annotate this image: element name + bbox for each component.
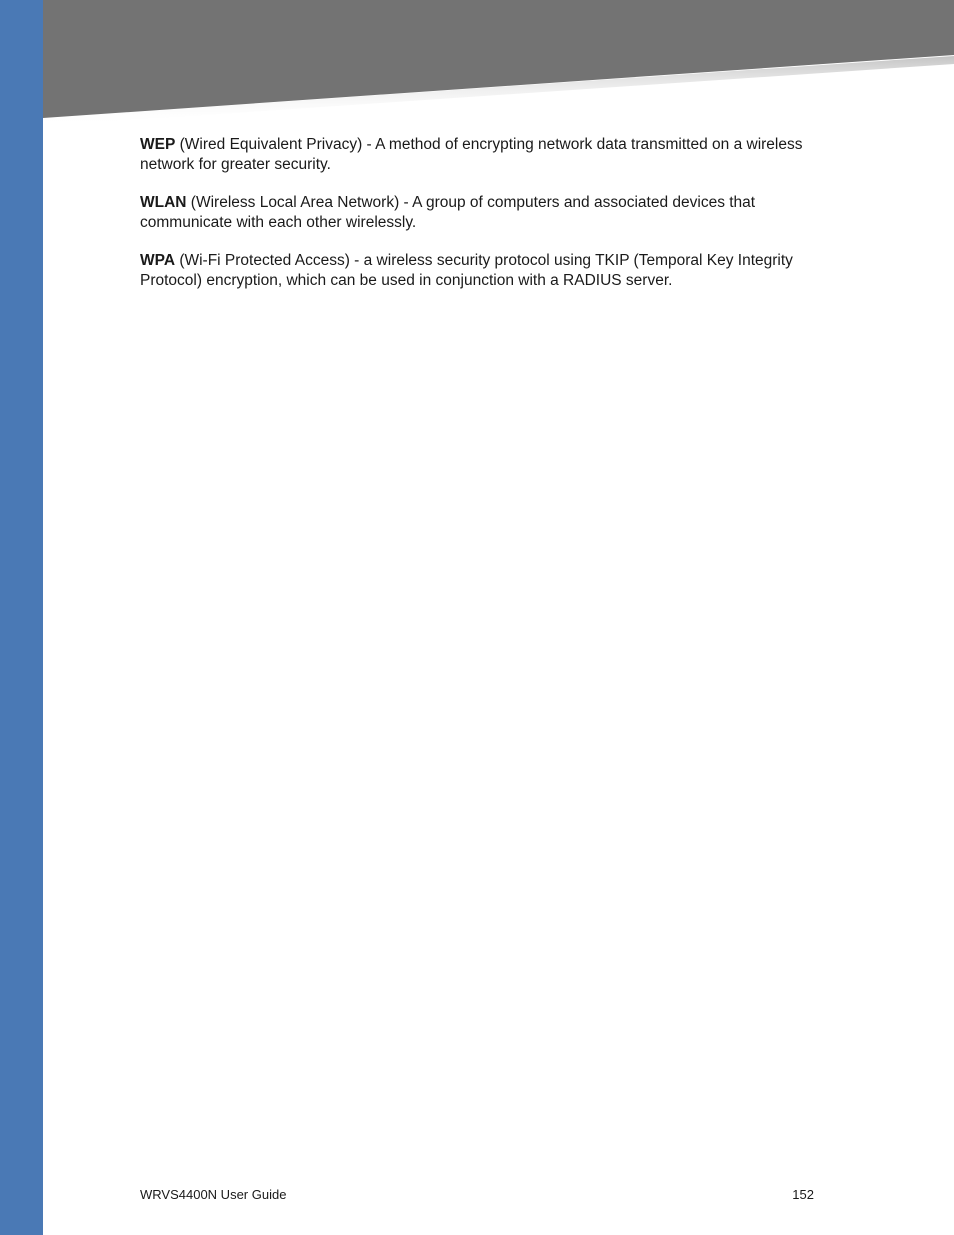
- glossary-content: [140, 135, 820, 309]
- glossary-definition: (Wired Equivalent Privacy) - A method of encrypting network data transmitted on a wireless network for greater security.: [140, 136, 803, 173]
- footer-guide-title: WRVS4400N User Guide: [140, 1187, 287, 1202]
- glossary-term: WLAN: [140, 194, 187, 211]
- glossary-entry-wlan: [140, 193, 820, 233]
- header-gray-shape: [43, 0, 954, 118]
- glossary-definition: (Wireless Local Area Network) - A group of computers and associated devices that communicate with each other wirelessly.: [140, 194, 756, 231]
- glossary-entry-wep: [140, 135, 820, 175]
- glossary-entry-wpa: [140, 251, 820, 291]
- left-accent-bar: [0, 0, 43, 1235]
- glossary-definition: (Wi-Fi Protected Access) - a wireless security protocol using TKIP (Temporal Key Integrity Protocol) encryption, which can be used in conjunction with a RADIUS server.: [140, 252, 793, 289]
- header-band: [0, 0, 954, 130]
- glossary-term: WEP: [140, 136, 176, 153]
- footer-page-number: 152: [792, 1187, 814, 1202]
- glossary-term: WPA: [140, 252, 176, 269]
